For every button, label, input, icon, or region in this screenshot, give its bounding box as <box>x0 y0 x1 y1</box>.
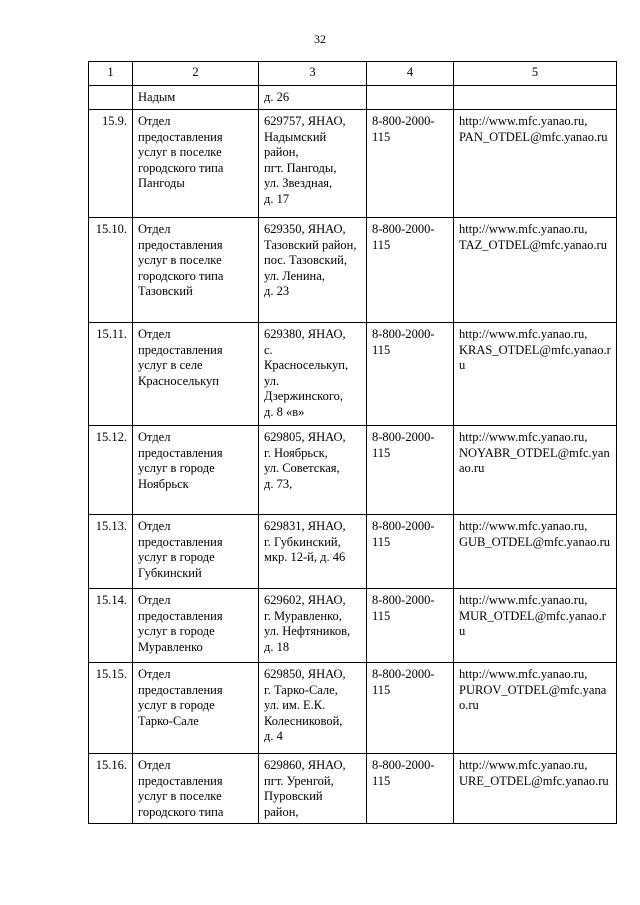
table-row <box>89 86 617 110</box>
office-address: 629860, ЯНАО, пгт. Уренгой, Пуровский район, <box>259 754 367 824</box>
page-number: 32 <box>314 32 326 46</box>
column-header-5: 5 <box>454 62 617 86</box>
office-website-email: http://www.mfc.yanao.ru, KRAS_OTDEL@mfc.yanao.r u <box>454 323 617 426</box>
office-website-email: http://www.mfc.yanao.ru, URE_OTDEL@mfc.yanao.ru <box>454 754 617 824</box>
office-phone: 8-800-2000- 115 <box>367 589 454 663</box>
office-address: д. 26 <box>259 86 367 110</box>
column-header-3: 3 <box>259 62 367 86</box>
office-name: Отдел предоставления услуг в поселке городского типа Пангоды <box>133 110 259 218</box>
row-number: 15.16. <box>89 754 133 824</box>
office-phone: 8-800-2000- 115 <box>367 515 454 589</box>
office-phone: 8-800-2000- 115 <box>367 426 454 515</box>
office-phone <box>367 86 454 110</box>
office-website-email <box>454 86 617 110</box>
office-name: Отдел предоставления услуг в городе Ноябрьск <box>133 426 259 515</box>
office-website-email: http://www.mfc.yanao.ru, PUROV_OTDEL@mfc.yana o.ru <box>454 663 617 754</box>
column-header-2: 2 <box>133 62 259 86</box>
row-number: 15.12. <box>89 426 133 515</box>
office-phone: 8-800-2000- 115 <box>367 110 454 218</box>
column-header-4: 4 <box>367 62 454 86</box>
office-website-email: http://www.mfc.yanao.ru, NOYABR_OTDEL@mfc.yan ao.ru <box>454 426 617 515</box>
office-name: Отдел предоставления услуг в городе Губкинский <box>133 515 259 589</box>
column-number-row <box>89 62 617 86</box>
office-address: 629380, ЯНАО, с. Красноселькуп, ул. Дзержинского, д. 8 «в» <box>259 323 367 426</box>
office-address: 629805, ЯНАО, г. Ноябрьск, ул. Советская, д. 73, <box>259 426 367 515</box>
office-website-email: http://www.mfc.yanao.ru, PAN_OTDEL@mfc.yanao.ru <box>454 110 617 218</box>
office-website-email: http://www.mfc.yanao.ru, MUR_OTDEL@mfc.yanao.r u <box>454 589 617 663</box>
office-website-email: http://www.mfc.yanao.ru, TAZ_OTDEL@mfc.yanao.ru <box>454 218 617 323</box>
mfc-offices-table <box>88 61 617 824</box>
office-address: 629602, ЯНАО, г. Муравленко, ул. Нефтяников, д. 18 <box>259 589 367 663</box>
table-row <box>89 110 617 218</box>
office-phone: 8-800-2000- 115 <box>367 323 454 426</box>
row-number: 15.11. <box>89 323 133 426</box>
office-address: 629350, ЯНАО, Тазовский район, пос. Тазовский, ул. Ленина, д. 23 <box>259 218 367 323</box>
office-name: Отдел предоставления услуг в поселке городского типа <box>133 754 259 824</box>
row-number: 15.9. <box>89 110 133 218</box>
row-number <box>89 86 133 110</box>
office-address: 629757, ЯНАО, Надымский район, пгт. Пангоды, ул. Звездная, д. 17 <box>259 110 367 218</box>
table-row <box>89 515 617 589</box>
office-phone: 8-800-2000- 115 <box>367 218 454 323</box>
office-name: Отдел предоставления услуг в городе Тарко-Сале <box>133 663 259 754</box>
row-number: 15.14. <box>89 589 133 663</box>
table-row <box>89 589 617 663</box>
office-phone: 8-800-2000- 115 <box>367 754 454 824</box>
office-name: Отдел предоставления услуг в поселке городского типа Тазовский <box>133 218 259 323</box>
row-number: 15.15. <box>89 663 133 754</box>
table-row <box>89 663 617 754</box>
office-phone: 8-800-2000- 115 <box>367 663 454 754</box>
column-header-1: 1 <box>89 62 133 86</box>
table-row <box>89 426 617 515</box>
row-number: 15.13. <box>89 515 133 589</box>
office-website-email: http://www.mfc.yanao.ru, GUB_OTDEL@mfc.yanao.ru <box>454 515 617 589</box>
table-row <box>89 218 617 323</box>
row-number: 15.10. <box>89 218 133 323</box>
office-address: 629850, ЯНАО, г. Тарко-Сале, ул. им. Е.К. Колесниковой, д. 4 <box>259 663 367 754</box>
office-name: Отдел предоставления услуг в городе Муравленко <box>133 589 259 663</box>
table-row <box>89 754 617 824</box>
table-row <box>89 323 617 426</box>
office-address: 629831, ЯНАО, г. Губкинский, мкр. 12-й, д. 46 <box>259 515 367 589</box>
office-name: Отдел предоставления услуг в селе Красноселькуп <box>133 323 259 426</box>
office-name: Надым <box>133 86 259 110</box>
